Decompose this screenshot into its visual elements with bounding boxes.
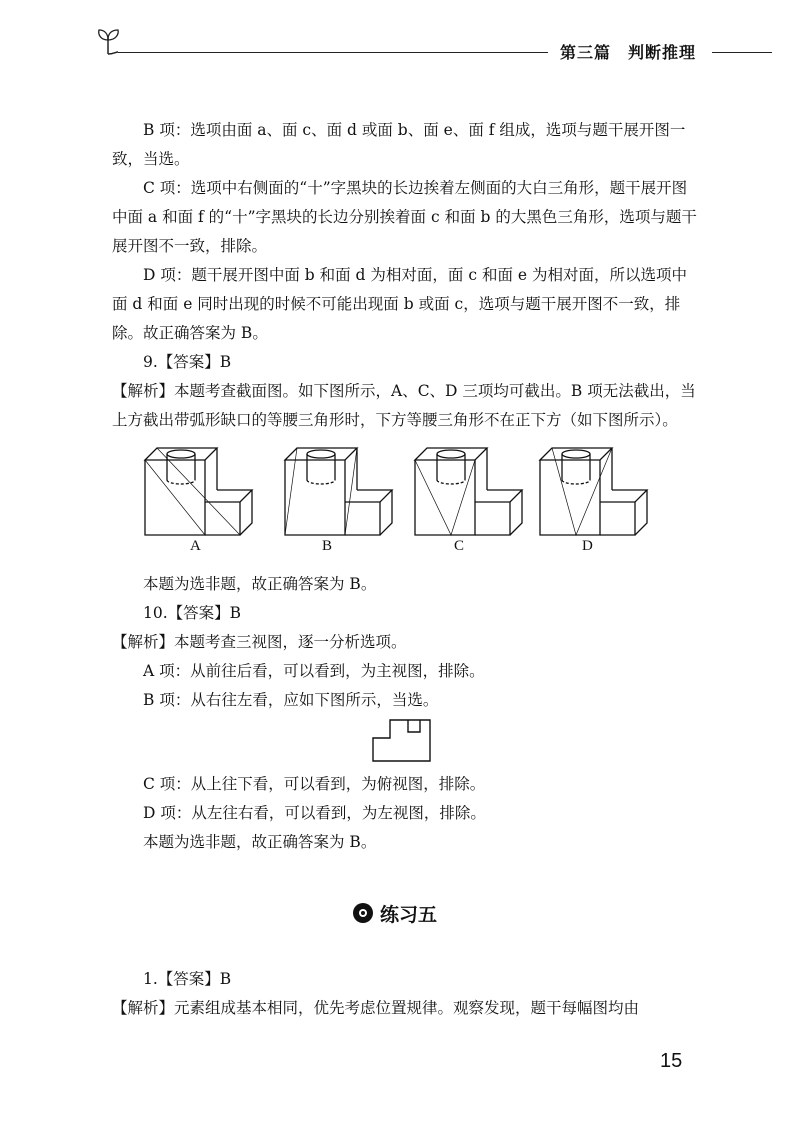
header-title: 第三篇 判断推理 (560, 43, 697, 62)
paragraph-option-d: D 项：题干展开图中面 b 和面 d 为相对面，面 c 和面 e 为相对面，所以选项中面 d 和面 e 同时出现的时候不可能出现面 b 或面 c，选项与题干展开图不一致，排除。 (112, 266, 687, 342)
paragraph-10-a: A 项：从前往后看，可以看到，为主视图，排除。 (143, 662, 485, 680)
figure-label-a: A (190, 538, 201, 554)
figure-label-c: C (454, 538, 465, 554)
analysis-10: 【解析】本题考查三视图，逐一分析选项。 (112, 633, 407, 651)
solid-d (540, 448, 647, 535)
figure-label-d: D (582, 538, 593, 554)
header-rule-left (118, 52, 548, 53)
paragraph-conclusion-10: 本题为选非题，故正确答案为 B。 (143, 833, 377, 851)
answer-1: 1.【答案】B (143, 970, 232, 988)
analysis-9: 【解析】本题考查截面图。如下图所示，A、C、D 三项均可截出。B 项无法截出，当上方截出带弧形缺口的等腰三角形时，下方等腰三角形不在正下方（如下图所示）。 (112, 382, 696, 429)
solid-b (285, 448, 392, 535)
right-view-figure (370, 716, 440, 766)
solid-c (415, 448, 522, 535)
figure-label-b: B (322, 538, 333, 554)
paragraph-10-b: B 项：从右往左看，应如下图所示，当选。 (143, 691, 439, 709)
paragraph-10-c: C 项：从上往下看，可以看到，为俯视图，排除。 (143, 775, 486, 793)
solid-a (145, 448, 252, 535)
sprout-icon (96, 28, 136, 58)
section-title: 练习五 (380, 904, 438, 926)
header-rule-right (712, 52, 772, 53)
paragraph-10-d: D 项：从左往右看，可以看到，为左视图，排除。 (143, 804, 486, 822)
analysis-1: 【解析】元素组成基本相同，优先考虑位置规律。观察发现，题干每幅图均由 (112, 999, 640, 1017)
paragraph-option-b: B 项：选项由面 a、面 c、面 d 或面 b、面 e、面 f 组成，选项与题干展开图一致，当选。 (112, 121, 686, 168)
section-flower-icon (352, 902, 374, 924)
paragraph-option-c: C 项：选项中右侧面的“十”字黑块的长边挨着左侧面的大白三角形，题干展开图中面 a 和面 f 的“十”字黑块的长边分别挨着面 c 和面 b 的大黑色三角形，选项与题干展开图不一致，排除。 (112, 179, 697, 255)
paragraph-conclusion: 故正确答案为 B。 (143, 324, 268, 342)
cross-section-figure (135, 440, 655, 560)
answer-10: 10.【答案】B (143, 604, 242, 622)
answer-9: 9.【答案】B (143, 353, 232, 371)
page-number: 15 (660, 1050, 683, 1072)
paragraph-conclusion-9: 本题为选非题，故正确答案为 B。 (143, 575, 377, 593)
